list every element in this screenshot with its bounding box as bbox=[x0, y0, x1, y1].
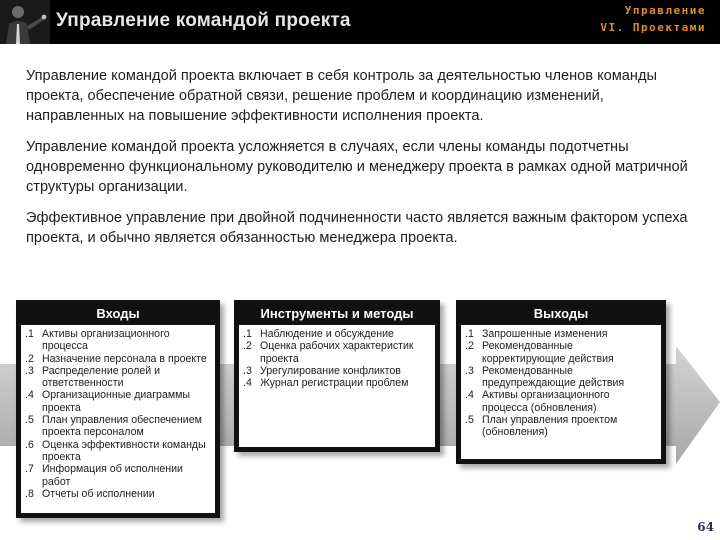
item-text: Урегулирование конфликтов bbox=[260, 364, 401, 377]
list-item bbox=[25, 463, 211, 488]
list-item bbox=[25, 353, 211, 365]
section-tag-line1: Управление bbox=[624, 4, 706, 17]
paragraph-3: Эффективное управление при двойной подчиненности часто является важным фактором успеха проекта, и обычно является обязанностью менеджера проекта. bbox=[26, 210, 688, 246]
outputs-title: Выходы bbox=[461, 305, 661, 325]
presenter-photo bbox=[0, 0, 50, 44]
page-title: Управление командой проекта bbox=[56, 10, 351, 31]
section-tag-line2: VI. Проектами bbox=[600, 21, 706, 34]
tools-title: Инструменты и методы bbox=[239, 305, 435, 325]
list-item bbox=[465, 365, 657, 390]
list-item bbox=[25, 365, 211, 390]
item-text: Оценка эффективности команды проекта bbox=[42, 438, 206, 463]
page-number: 64 bbox=[697, 520, 714, 534]
item-number: .1 bbox=[465, 328, 474, 340]
item-number: .2 bbox=[25, 352, 34, 365]
item-text: Рекомендованные корректирующие действия bbox=[482, 340, 614, 365]
item-text: Информация об исполнении работ bbox=[42, 463, 183, 488]
item-number: .1 bbox=[243, 328, 252, 340]
item-text: Назначение персонала в проекте bbox=[42, 352, 207, 365]
list-item bbox=[243, 340, 431, 365]
section-tag bbox=[600, 2, 706, 36]
list-item bbox=[243, 365, 431, 377]
item-text: Отчеты об исполнении bbox=[42, 487, 155, 500]
item-number: .3 bbox=[243, 364, 252, 377]
item-number: .2 bbox=[465, 340, 474, 353]
list-item bbox=[25, 488, 211, 500]
outputs-box bbox=[456, 300, 666, 464]
list-item bbox=[25, 439, 211, 464]
item-number: .2 bbox=[243, 340, 252, 353]
list-item bbox=[25, 414, 211, 439]
outputs-list bbox=[461, 325, 661, 439]
list-item bbox=[25, 328, 211, 353]
inputs-title: Входы bbox=[21, 305, 215, 325]
item-number: .5 bbox=[25, 414, 34, 427]
paragraph-1: Управление командой проекта включает в себя контроль за деятельностью членов команды проекта, обеспечение обратной связи, решение проблем и координацию изменений, направленных на повышение эффективности исполнения проекта. bbox=[26, 68, 657, 124]
list-item bbox=[465, 389, 657, 414]
item-number: .3 bbox=[465, 364, 474, 377]
list-item bbox=[465, 414, 657, 439]
item-text: План управления проектом (обновления) bbox=[482, 414, 618, 439]
item-text: Наблюдение и обсуждение bbox=[260, 328, 394, 340]
list-item bbox=[465, 340, 657, 365]
item-number: .4 bbox=[25, 389, 34, 402]
body-text bbox=[26, 66, 696, 259]
item-number: .8 bbox=[25, 487, 34, 500]
list-item bbox=[25, 389, 211, 414]
item-text: Активы организационного процесса bbox=[42, 328, 170, 353]
item-number: .1 bbox=[25, 328, 34, 340]
list-item bbox=[243, 377, 431, 389]
item-number: .3 bbox=[25, 364, 34, 377]
inputs-list bbox=[21, 325, 215, 500]
tools-list bbox=[239, 325, 435, 389]
list-item bbox=[243, 328, 431, 340]
item-text: Активы организационного процесса (обновления) bbox=[482, 389, 610, 414]
item-text: Организационные диаграммы проекта bbox=[42, 389, 191, 414]
item-number: .7 bbox=[25, 463, 34, 476]
list-item bbox=[465, 328, 657, 340]
item-text: Оценка рабочих характеристик проекта bbox=[260, 340, 414, 365]
paragraph-2: Управление командой проекта усложняется в случаях, если члены команды подотчетны одновременно функциональному руководителю и менеджеру проекта в рамках одной матричной структуры организации. bbox=[26, 139, 688, 195]
item-text: План управления обеспечением проекта персоналом bbox=[42, 414, 202, 439]
item-number: .4 bbox=[243, 377, 252, 390]
item-text: Запрошенные изменения bbox=[482, 328, 608, 340]
item-text: Рекомендованные предупреждающие действия bbox=[482, 364, 625, 390]
item-number: .5 bbox=[465, 414, 474, 427]
item-number: .4 bbox=[465, 389, 474, 402]
item-number: .6 bbox=[25, 438, 34, 451]
item-text: Журнал регистрации проблем bbox=[260, 377, 409, 390]
item-text: Распределение ролей и ответственности bbox=[42, 364, 160, 390]
tools-box bbox=[234, 300, 440, 452]
header-bar bbox=[0, 0, 720, 44]
inputs-box bbox=[16, 300, 220, 518]
